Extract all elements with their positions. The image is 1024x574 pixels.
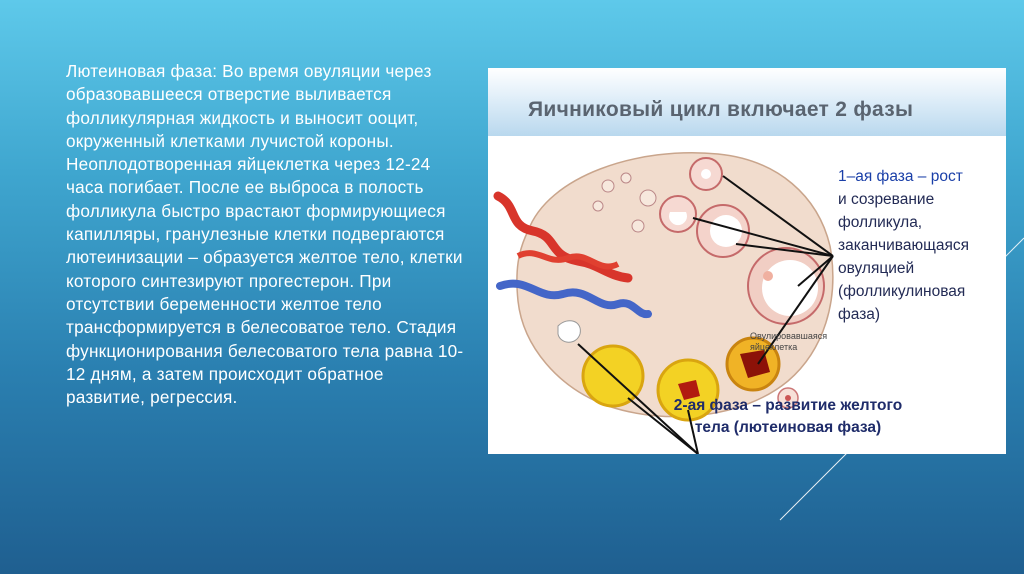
phase1-line4: заканчивающаяся xyxy=(838,237,969,254)
phase1-line5: овуляцией xyxy=(838,260,915,277)
phase1-line1: 1–ая фаза – рост xyxy=(838,168,963,185)
phase1-line7: фаза) xyxy=(838,306,881,323)
ovarian-cycle-figure xyxy=(488,68,1006,454)
phase2-line1: 2-ая фаза – развитие желтого xyxy=(673,397,903,414)
ovulated-oocyte-label xyxy=(750,331,860,353)
ovulated-oocyte-label-line2: яйцеклетка xyxy=(750,342,798,352)
phase2-line2: тела (лютеиновая фаза) xyxy=(694,419,882,436)
phase1-label xyxy=(838,165,1006,326)
body-text xyxy=(66,60,466,409)
phase1-line6: (фолликулиновая xyxy=(838,283,966,300)
phase1-line3: фолликула, xyxy=(838,214,923,231)
figure-title: Яичниковый цикл включает 2 фазы xyxy=(528,98,914,121)
phase1-line2: и созревание xyxy=(838,191,935,208)
white-body xyxy=(558,321,580,343)
ovulated-oocyte-label-line1: Овулировавшаяся xyxy=(750,331,828,341)
luteal-phase-paragraph: Лютеиновая фаза: Во время овуляции через образовавшееся отверстие выливается фолликулярная жидкость и выносит ооцит, окруженный клетками лучистой короны. Неоплодотворенная яйцеклетка через 12-24 часа погибает. После ее выброса в полость фолликула быстро врастают формирующиеся капилляры, гранулезные клетки подвергаются лютеинизации – образуется желтое тело, клетки которого синтезируют прогестерон. При отсутствии беременности желтое тело трансформируется в белесоватое тело. Стадия функционирования белесоватого тела равна 10-12 дням, а затем происходит обратное развитие, регрессия. xyxy=(66,61,464,408)
phase2-label xyxy=(638,395,938,439)
